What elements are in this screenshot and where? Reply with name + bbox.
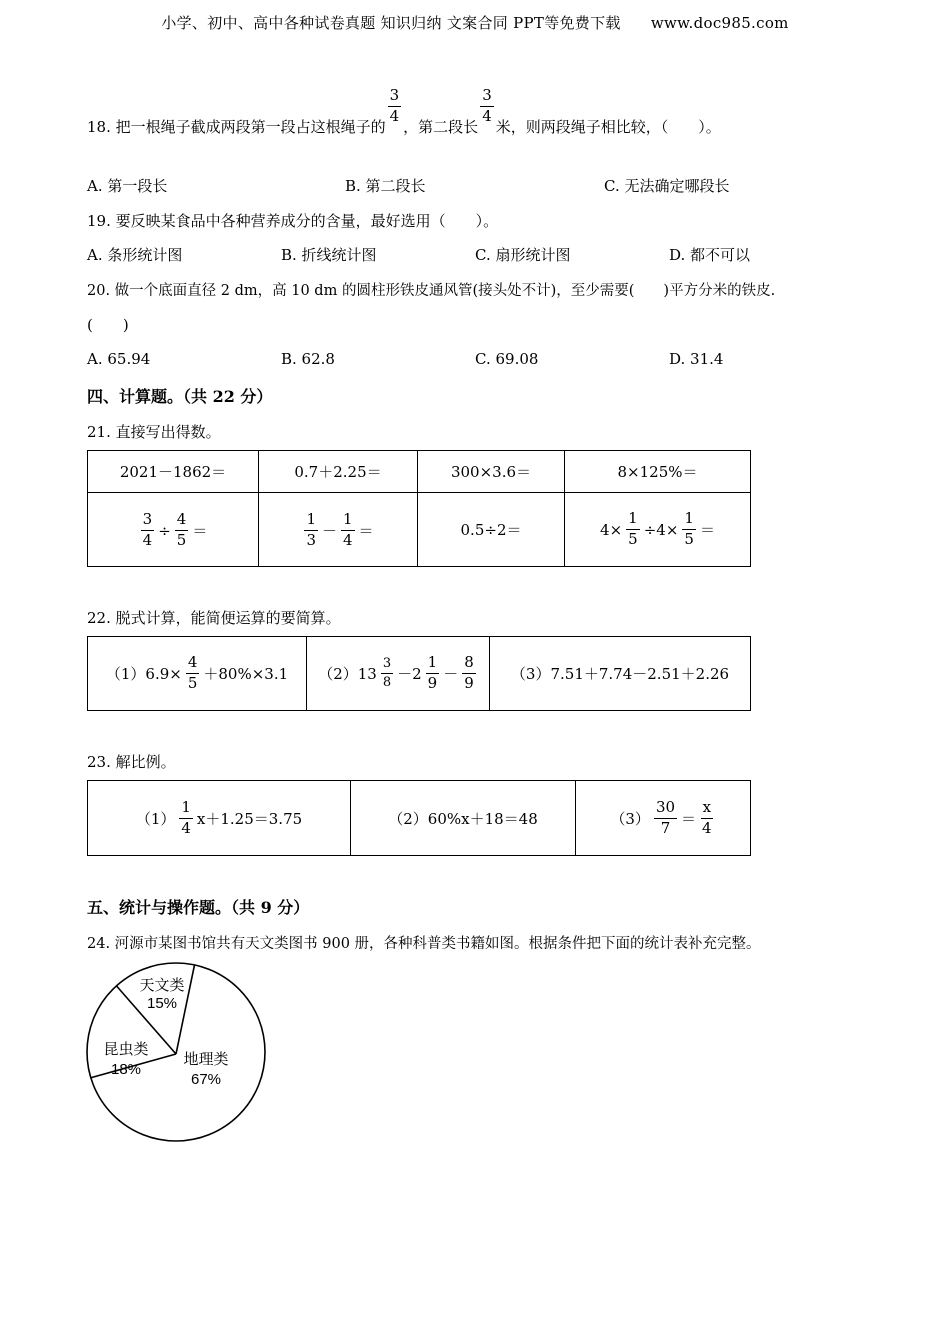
section5-title: 五、统计与操作题。（共 9 分） — [87, 898, 310, 917]
q19-option-d: D. 都不可以 — [669, 246, 751, 264]
q18-mid: ，第二段长 — [403, 118, 479, 137]
q23-table — [87, 780, 751, 856]
pie-value-insect: 18% — [110, 1061, 142, 1078]
q24-text: 24. 河源市某图书馆共有天文类图书 900 册，各种科普类书籍如图。根据条件把下面的统计表补充完整。 — [87, 936, 761, 952]
q21-cell: 8×125%＝ — [565, 451, 751, 493]
q21-table — [87, 450, 751, 567]
q23-cell: （3） $\frac{30}{7}$ ＝ $\frac{x}{4}$ — [576, 781, 751, 856]
pie-value-astronomy: 15% — [146, 995, 178, 1012]
page-header — [0, 12, 950, 33]
q18-option-a: A. 第一段长 — [87, 177, 168, 195]
q22-cell: （1）6.9× $\frac{4}{5}$ ＋80%×3.1 — [88, 637, 307, 711]
header-site: www.doc985.com — [650, 14, 789, 32]
q18-option-b: B. 第二段长 — [345, 177, 426, 195]
q19-option-b: B. 折线统计图 — [281, 246, 377, 264]
pie-value-geography: 67% — [190, 1071, 222, 1088]
pie-label-astronomy: 天文类 — [139, 977, 185, 994]
q22-table — [87, 636, 751, 711]
q20-option-a: A. 65.94 — [87, 350, 151, 368]
q20-option-c: C. 69.08 — [475, 350, 539, 368]
q18-prefix: 18. 把一根绳子截成两段第一段占这根绳子的 — [87, 118, 386, 137]
q20-option-d: D. 31.4 — [669, 350, 724, 368]
q21-cell: $\frac{1}{3}$ － $\frac{1}{4}$ ＝ — [259, 493, 418, 567]
q22-cell: （3）7.51＋7.74－2.51＋2.26 — [490, 637, 751, 711]
q18 — [87, 86, 721, 137]
q20-paren: ( ) — [87, 316, 129, 334]
q18-suffix: 米，则两段绳子相比较，（ ）。 — [495, 118, 721, 137]
q19-option-c: C. 扇形统计图 — [475, 246, 571, 264]
q23-text: 23. 解比例。 — [87, 753, 176, 771]
q19-option-a: A. 条形统计图 — [87, 246, 183, 264]
q23-cell: （1） $\frac{1}{4}$ x＋1.25＝3.75 — [88, 781, 351, 856]
q21-cell: 2021－1862＝ — [88, 451, 259, 493]
q20-text: 20. 做一个底面直径 2 dm，高 10 dm 的圆柱形铁皮通风管(接头处不计)，至少需要( )平方分米的铁皮. — [87, 283, 776, 299]
q21-cell: 300×3.6＝ — [418, 451, 565, 493]
q22-text: 22. 脱式计算，能简便运算的要简算。 — [87, 609, 341, 627]
q21-cell: 4× $\frac{1}{5}$ ÷4× $\frac{1}{5}$ ＝ — [565, 493, 751, 567]
section4-title: 四、计算题。（共 22 分） — [87, 387, 273, 406]
q23-cell: （2）60%x＋18＝48 — [351, 781, 576, 856]
q18-option-c: C. 无法确定哪段长 — [604, 177, 730, 195]
q21-cell: 0.7＋2.25＝ — [259, 451, 418, 493]
q18-frac2: $\frac{3}{4}$ — [482, 86, 492, 125]
q21-text: 21. 直接写出得数。 — [87, 423, 221, 441]
header-text: 小学、初中、高中各种试卷真题 知识归纳 文案合同 PPT等免费下载 — [161, 14, 621, 32]
pie-chart — [86, 962, 270, 1146]
pie-label-geography: 地理类 — [183, 1051, 229, 1068]
q18-frac1: $\frac{3}{4}$ — [389, 86, 400, 125]
q20-option-b: B. 62.8 — [281, 350, 335, 368]
q21-cell: 0.5÷2＝ — [418, 493, 565, 567]
q19-text: 19. 要反映某食品中各种营养成分的含量，最好选用（ ）。 — [87, 212, 499, 230]
q21-cell: $\frac{3}{4}$ ÷ $\frac{4}{5}$ ＝ — [88, 493, 259, 567]
q22-cell: （2）13 $\frac{3}{8}$ －2 $\frac{1}{9}$ － $\frac{8}{9}$ — [307, 637, 490, 711]
pie-label-insect: 昆虫类 — [103, 1041, 149, 1058]
